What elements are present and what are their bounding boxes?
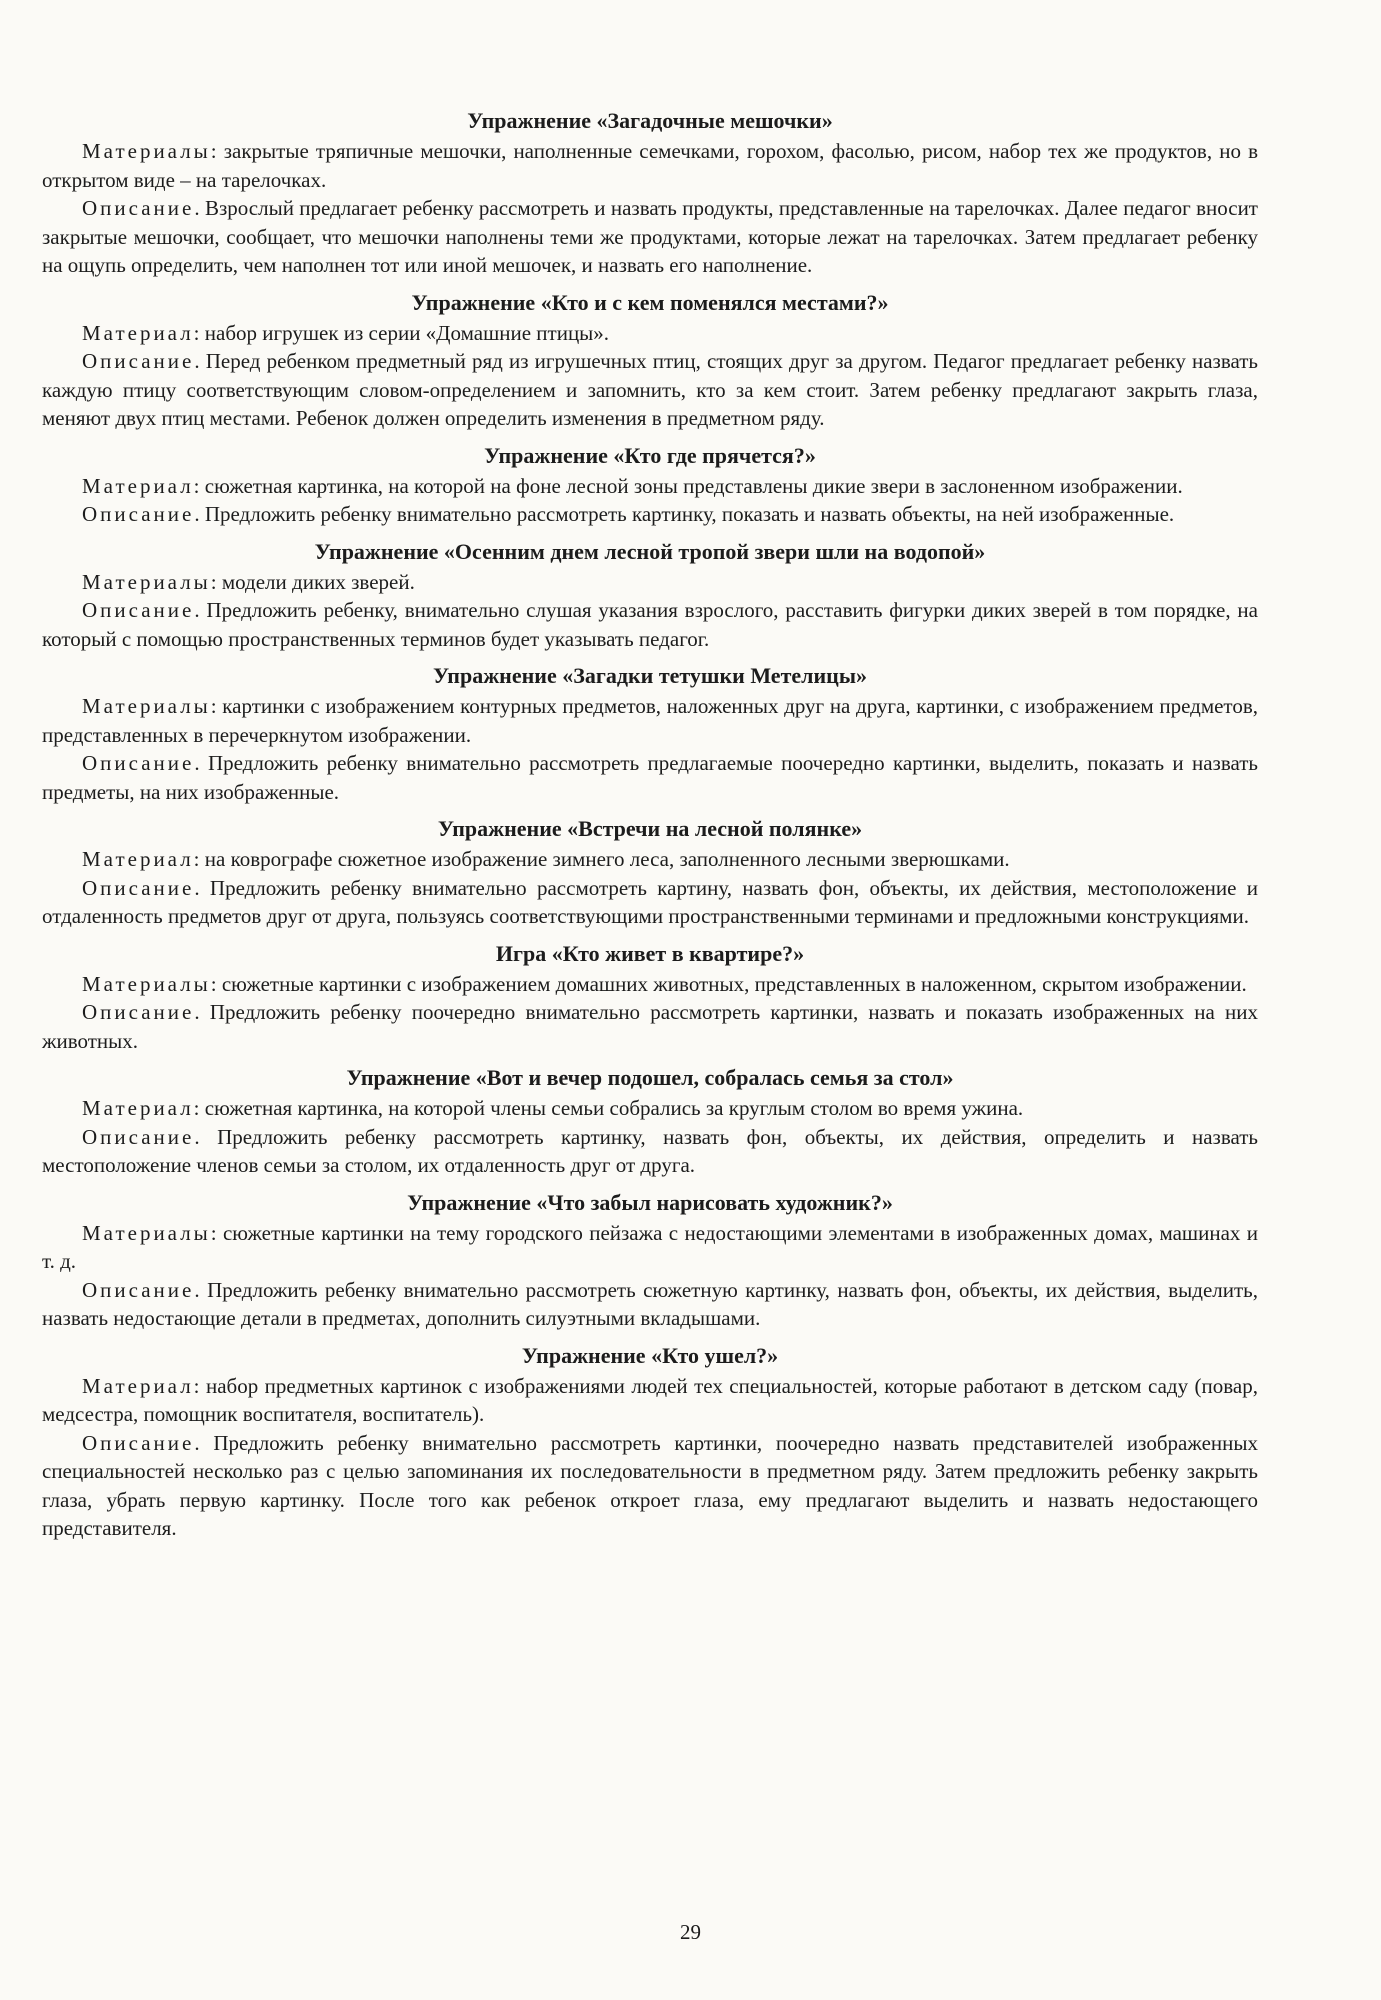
- exercise-block: [42, 106, 1258, 280]
- materials-text: : закрытые тряпичные мешочки, наполненные семечками, горохом, фасолью, рисом, набор тех же продуктов, но в открытом виде – на тарелочках.: [42, 139, 1258, 192]
- materials-paragraph: [42, 1219, 1258, 1276]
- materials-paragraph: [42, 1094, 1258, 1123]
- description-text: . Предложить ребенку внимательно рассмотреть картинку, показать и назвать объекты, на ней изображенные.: [194, 502, 1175, 526]
- materials-text: : сюжетные картинки на тему городского пейзажа с недостающими элементами в изображенных домах, машинах и т. д.: [42, 1220, 1258, 1273]
- materials-label: Материалы: [82, 971, 211, 996]
- description-paragraph: [42, 347, 1258, 433]
- materials-paragraph: [42, 845, 1258, 874]
- exercise-title: Упражнение «Загадки тетушки Метелицы»: [432, 663, 868, 688]
- materials-text: : сюжетная картинка, на которой на фоне лесной зоны представлены дикие звери в заслоненном изображении.: [193, 473, 1183, 498]
- description-label: Описание: [82, 875, 195, 900]
- materials-label: Материалы: [82, 569, 211, 594]
- exercise-block: [42, 1188, 1258, 1333]
- materials-label: Материал: [82, 847, 194, 871]
- exercise-title: Упражнение «Кто и с кем поменялся местами?»: [411, 289, 889, 315]
- exercise-title: Упражнение «Кто где прячется?»: [484, 442, 816, 468]
- exercise-block: [42, 1063, 1258, 1180]
- description-text: . Предложить ребенку рассмотреть картинку, назвать фон, объекты, их действия, определить и назвать местоположение членов семьи за столом, их отдаленность друг от друга.: [42, 1124, 1258, 1177]
- exercise-block: [42, 441, 1258, 529]
- materials-paragraph: [42, 137, 1258, 194]
- exercise-title: Упражнение «Что забыл нарисовать художник?»: [407, 1189, 893, 1215]
- materials-text: : картинки с изображением контурных предметов, наложенных друг на друга, картинки, с изображением предметов, представленных в перечеркнутом изображении.: [42, 694, 1258, 747]
- description-text: . Предложить ребенку внимательно рассмотреть предлагаемые поочередно картинки, выделить, показать и назвать предметы, на них изображенные.: [42, 751, 1258, 804]
- description-paragraph: [42, 194, 1258, 280]
- description-text: . Взрослый предлагает ребенку рассмотреть и назвать продукты, представленные на тарелочках. Далее педагог вносит закрытые мешочки, сообщает, что мешочки наполнены теми же продуктами, которые лежат на тарелочках. Затем предлагает ребенку на ощупь определить, чем наполнен тот или иной мешочек, и назвать его наполнение.: [42, 196, 1258, 277]
- description-label: Описание: [82, 196, 195, 220]
- description-label: Описание: [82, 598, 195, 622]
- page-number: 29: [680, 1920, 701, 1944]
- materials-label: Материалы: [82, 694, 211, 718]
- description-paragraph: [42, 596, 1258, 653]
- exercise-block: [42, 661, 1258, 806]
- exercise-title: Упражнение «Загадочные мешочки»: [467, 108, 833, 133]
- description-label: Описание: [82, 1000, 195, 1024]
- exercise-title: Игра «Кто живет в квартире?»: [495, 940, 805, 966]
- description-text: . Предложить ребенку поочередно внимательно рассмотреть картинки, назвать и показать изображенных на них животных.: [42, 1000, 1258, 1053]
- description-text: . Предложить ребенку, внимательно слушая указания взрослого, расставить фигурки диких зверей в том порядке, на который с помощью пространственных терминов будет указывать педагог.: [42, 598, 1258, 651]
- description-paragraph: [42, 500, 1258, 529]
- exercise-title: Упражнение «Осенним днем лесной тропой звери шли на водопой»: [314, 538, 986, 564]
- description-text: . Перед ребенком предметный ряд из игрушечных птиц, стоящих друг за другом. Педагог предлагает ребенку назвать каждую птицу соответствующим словом-определением и запомнить, кто за кем стоит. Затем ребенку предлагают закрыть глаза, меняют двух птиц местами. Ребенок должен определить изменения в предметном ряду.: [42, 349, 1258, 430]
- exercise-title: Упражнение «Кто ушел?»: [521, 1342, 779, 1368]
- description-paragraph: [42, 749, 1258, 806]
- materials-text: : набор предметных картинок с изображениями людей тех специальностей, которые работают в детском саду (повар, медсестра, помощник воспитателя, воспитатель).: [42, 1373, 1258, 1426]
- materials-paragraph: [42, 568, 1258, 597]
- materials-paragraph: [42, 319, 1258, 348]
- description-label: Описание: [82, 502, 195, 526]
- exercise-title: Упражнение «Вот и вечер подошел, собралась семья за стол»: [346, 1065, 954, 1090]
- materials-paragraph: [42, 970, 1258, 999]
- description-text: . Предложить ребенку внимательно рассмотреть сюжетную картинку, назвать фон, объекты, их действия, выделить, назвать недостающие детали в предметах, дополнить силуэтными вкладышами.: [42, 1277, 1258, 1330]
- exercise-block: [42, 288, 1258, 433]
- exercise-block: [42, 814, 1258, 931]
- exercise-block: [42, 537, 1258, 654]
- materials-paragraph: [42, 472, 1258, 501]
- materials-label: Материалы: [82, 1220, 211, 1245]
- description-text: . Предложить ребенку внимательно рассмотреть картинки, поочередно назвать представителей изображенных специальностей несколько раз с целью запоминания их последовательности в предметном ряду. Затем предложить ребенку закрыть глаза, убрать первую картинку. После того как ребенок откроет глаза, ему предлагают выделить и назвать недостающего представителя.: [42, 1430, 1258, 1540]
- description-label: Описание: [82, 1124, 195, 1149]
- materials-text: : на коврографе сюжетное изображение зимнего леса, заполненного лесными зверюшками.: [193, 847, 1010, 871]
- materials-label: Материал: [82, 320, 194, 345]
- description-label: Описание: [82, 349, 195, 373]
- materials-label: Материалы: [82, 139, 211, 163]
- materials-paragraph: [42, 692, 1258, 749]
- description-label: Описание: [82, 1277, 195, 1302]
- materials-text: : набор игрушек из серии «Домашние птицы».: [193, 320, 610, 345]
- materials-text: : модели диких зверей.: [210, 569, 415, 594]
- description-paragraph: [42, 998, 1258, 1055]
- exercise-list: [42, 106, 1258, 1543]
- exercise-block: [42, 1341, 1258, 1543]
- description-label: Описание: [82, 751, 195, 775]
- description-paragraph: [42, 874, 1258, 931]
- description-label: Описание: [82, 1430, 195, 1455]
- description-paragraph: [42, 1123, 1258, 1180]
- materials-label: Материал: [82, 1096, 194, 1120]
- materials-label: Материал: [82, 473, 194, 498]
- materials-label: Материал: [82, 1373, 194, 1398]
- description-paragraph: [42, 1276, 1258, 1333]
- exercise-title: Упражнение «Встречи на лесной полянке»: [437, 816, 863, 841]
- materials-text: : сюжетные картинки с изображением домашних животных, представленных в наложенном, скрытом изображении.: [210, 971, 1247, 996]
- materials-text: : сюжетная картинка, на которой члены семьи собрались за круглым столом во время ужина.: [193, 1096, 1024, 1120]
- description-paragraph: [42, 1429, 1258, 1543]
- description-text: . Предложить ребенку внимательно рассмотреть картину, назвать фон, объекты, их действия, местоположение и отдаленность предметов друг от друга, пользуясь соответствующими пространственными терминами и предложными конструкциями.: [42, 875, 1258, 928]
- materials-paragraph: [42, 1372, 1258, 1429]
- exercise-block: [42, 939, 1258, 1056]
